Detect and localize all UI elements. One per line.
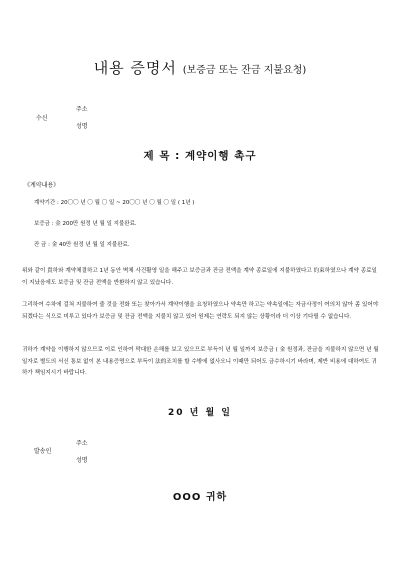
deposit-line: 보증금 : 金 200만 원정 년 월 일 지불완료. [34,221,137,227]
title-main: 내용 증명서 [93,59,177,77]
recipient-name-label: 성명 [76,123,88,130]
balance-line: 잔 금 : 金 40만 원정 년 월 일 지불완료. [34,242,130,248]
contract-heading: 《계약내용》 [24,182,60,189]
title-subtitle: (보증금 또는 잔금 지불요청) [182,65,307,76]
paragraph-3: 귀하가 계약을 이행하지 않으므로 이로 인하여 막대한 손해를 보고 있으므로 부득이 년 월 일까지 보증금 ( 金 원정과, 잔금을 지불하지 않으면 년 월 일자로 별도의 서신 통보 없이 본 내용증명으로 부득이 法的조치를 할 수밖에 없사오니 이때만 되어도 금수하시기 바라며, 제반 비용에 대하여도 귀하가 책임지시기 바랍니다. [22,347,379,376]
recipient-address-label: 주소 [76,106,88,113]
paragraph-1: 위와 같이 貴하와 계약체결하고 1년 동안 벽체 사건활영 일을 해주고 보증금과 잔금 전액을 계약 종료일에 지불하였다고 約束하였으나 계약 종료일이 지났음에도 보증금 및 잔금 전액을 반환하지 않고 있습니다. [22,268,377,286]
contract-period: 계약기간 : 20〇〇 년 〇 월 〇 일 ~ 20〇〇 년 〇 월 〇 일 ( 1년 ) [34,200,195,206]
recipient-label: 수신 [36,115,48,122]
sender-name-label: 성명 [76,457,88,464]
subject-line: 제 목 : 계약이행 촉구 [143,150,257,162]
document-title [0,57,400,78]
paragraph-2: 그리하여 수차에 걸쳐 지불하여 줄 것을 전화 또는 찾아가서 계약이행을 요청하였으나 약속만 하고는 약속일에는 자금사정이 여의치 않아 좀 있어야 되겠다는 식으로 미루고 있다가 보증금 및 잔금 전액을 지불치 않고 있어 원제는 연락도 되지 않는 상황이라 더 이상 기다릴 수 없습니다. [22,302,379,320]
document-date: 20 년 월 일 [167,408,232,418]
sender-label: 발송인 [34,448,52,455]
sender-address-label: 주소 [76,440,88,447]
closing-addressee: OOO 귀하 [172,492,228,503]
